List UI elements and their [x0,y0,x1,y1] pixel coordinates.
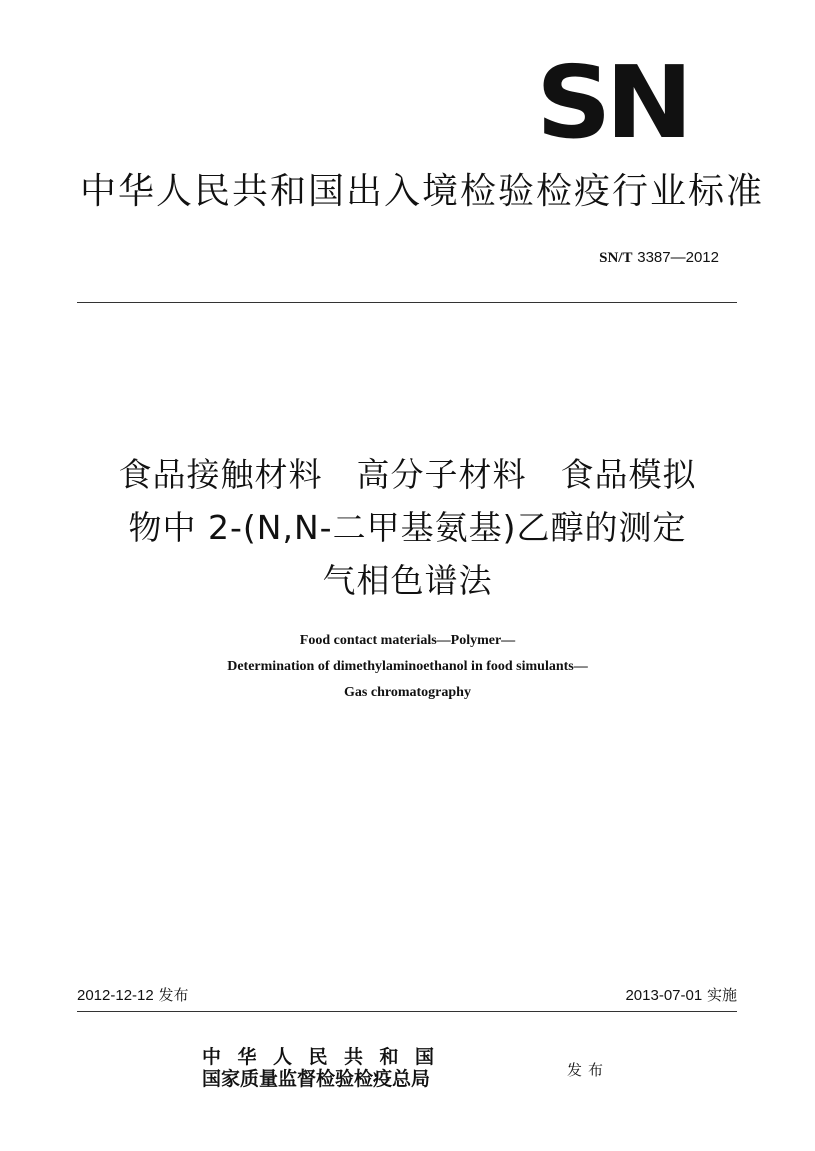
english-title-line-3: Gas chromatography [344,685,471,700]
english-title-line-1: Food contact materials—Polymer— [299,633,516,648]
issue-date-value: 2012-12-12 [77,987,154,1004]
chinese-title [60,448,755,607]
english-title-line-2: Determination of dimethylaminoethanol in food simulants— [227,659,588,674]
standard-code: 3387—2012 [637,249,719,266]
standard-number [599,247,719,268]
top-divider [77,302,737,303]
implementation-date-label: 实施 [706,986,737,1004]
english-title [100,628,715,706]
issuing-authority [202,1046,451,1090]
bottom-divider [77,1011,737,1012]
implementation-date [625,985,737,1006]
chinese-title-line-1: 食品接触材料 高分子材料 食品模拟 [118,455,697,494]
chinese-title-line-2: 物中 2-(N,N-二甲基氨基)乙醇的测定 [128,508,687,547]
issue-date-label: 发布 [158,986,189,1004]
issuer-line-1: 中华人民共和国 [202,1046,451,1068]
chinese-title-line-3: 气相色谱法 [322,561,493,600]
issuer-line-2: 国家质量监督检验检疫总局 [202,1068,431,1090]
sn-logo: SN [536,44,687,161]
organization-title: 中华人民共和国出入境检验检疫行业标准 [80,171,765,212]
standard-prefix: SN/T [599,250,633,266]
implementation-date-value: 2013-07-01 [625,987,703,1004]
issuer-action: 发布 [567,1061,610,1079]
issue-date [77,985,189,1006]
